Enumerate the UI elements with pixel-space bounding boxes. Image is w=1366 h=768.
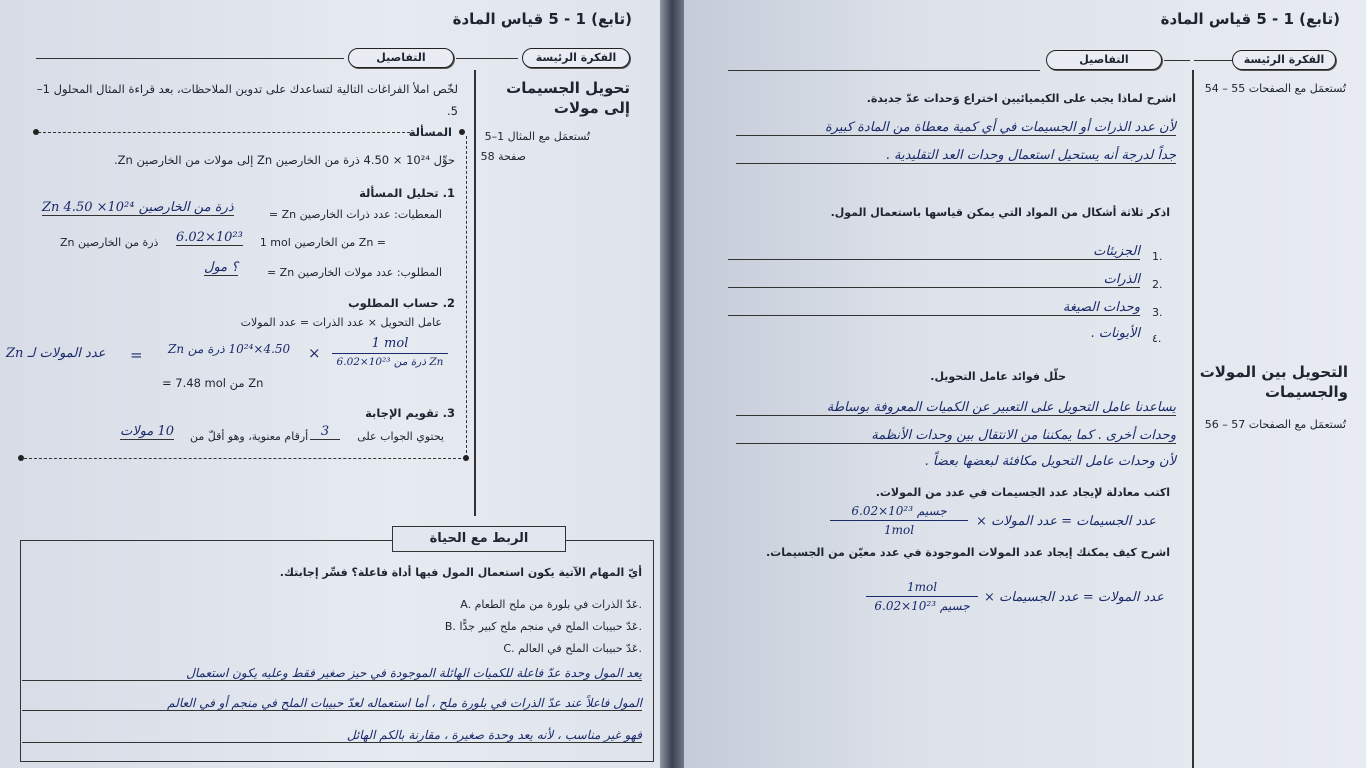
- life-question: أيّ المهام الآتية يكون استعمال المول فيها أداة فاعلة؟ فسِّر إجابتك.: [279, 566, 642, 579]
- evaluate-text-a: يحتوي الجواب على: [357, 430, 444, 443]
- side-title: تحويل الجسيمات إلى مولات: [506, 79, 630, 117]
- page-header: (تابع) 1 - 5 قياس المادة: [1160, 10, 1340, 28]
- column-divider: [1192, 70, 1194, 768]
- divider: [1164, 60, 1190, 61]
- fraction-top: 1 mol: [371, 336, 409, 351]
- answer-3-line-1: يساعدنا عامل التحويل على التعبير عن الكميات المعروفة بوساطة: [736, 400, 1176, 416]
- dashed-border: [38, 132, 410, 133]
- problem-text: حوِّل 10²⁴ × 4.50 ذرة من الخارصين Zn إلى مولات من الخارصين Zn.: [113, 153, 455, 167]
- fraction-bottom: 6.02×10²³ ذرة من Zn: [336, 356, 444, 368]
- dashed-border: [466, 136, 467, 458]
- book-gutter: [660, 0, 684, 768]
- life-answer-line-1: يعد المول وحدة عدّ فاعلة للكميات الهائلة الموجودة في حيز صغير فقط وعليه يكون استعمال: [22, 666, 642, 681]
- life-answer-line-3: فهو غير مناسب ، لأنه يعد وحدة صغيرة ، مقارنة بالكم الهائل: [22, 728, 642, 743]
- page-header: (تابع) 1 - 5 قياس المادة: [452, 10, 632, 28]
- left-page: [0, 0, 660, 768]
- equation-1-left: عدد الجسيمات = عدد المولات ×: [976, 514, 1156, 529]
- equation-2-left: عدد المولات = عدد الجسيمات ×: [984, 590, 1164, 605]
- wanted-answer: ؟ مول: [204, 260, 239, 275]
- corner-dot: [463, 455, 469, 461]
- life-answer-line-2: المول فاعلاً عند عدّ الذرات في بلورة ملح ، أما استعماله لعدّ حبيبات الملح في منجم أو في العالم: [22, 696, 642, 711]
- answer-1-line-1: لأن عدد الذرات أو الجسيمات في أي كمية معطاة من المادة كبيرة: [736, 120, 1176, 136]
- result: = 7.48 mol من Zn: [162, 376, 264, 390]
- answer-1-line-2: جداً لدرجة أنه يستحيل استعمال وحدات العد التقليدية .: [736, 148, 1176, 164]
- divider: [456, 58, 518, 59]
- step-2-heading: 2. حساب المطلوب: [348, 296, 455, 310]
- given-2: 1 mol من الخارصين Zn =: [259, 236, 386, 249]
- life-option-a: A. عَدّ الذرات في بلورة من ملح الطعام.: [460, 598, 642, 611]
- corner-dot: [459, 129, 465, 135]
- fraction-top: 6.02×10²³ جسيم: [851, 504, 947, 518]
- list-item-3: وحدات الصيغة: [728, 300, 1140, 316]
- given-2-unit: ذرة من الخارصين Zn: [60, 236, 159, 249]
- fraction-top: 1mol: [906, 580, 938, 594]
- details-label: التفاصيل: [348, 48, 454, 68]
- question-3: حلّل فوائد عامل التحويل.: [930, 370, 1066, 383]
- calc-equals: =: [130, 346, 143, 364]
- list-item-4: الأيونات .: [1090, 326, 1140, 341]
- list-number-3: 3.: [1152, 306, 1163, 319]
- given-1: المعطيات: عدد ذرات الخارصين Zn =: [268, 208, 442, 221]
- fraction-bottom: 6.02×10²³ جسيم: [874, 599, 970, 613]
- given-2-answer: 6.02×10²³: [176, 230, 243, 245]
- details-label: التفاصيل: [1046, 50, 1162, 70]
- list-number-4: ٤.: [1152, 332, 1162, 345]
- right-page: [684, 0, 1366, 768]
- column-divider: [474, 70, 476, 516]
- calc-fraction: [328, 336, 452, 368]
- divider: [728, 70, 1040, 71]
- problem-label: المسألة: [408, 125, 452, 139]
- evaluate-text-b: أرقام معنوية، وهو أقلّ من: [190, 430, 309, 443]
- equation-2-fraction: [860, 580, 984, 613]
- given-1-answer: Zn 4.50 ×10²⁴ ذرة من الخارصين: [42, 200, 234, 215]
- side-reference-top: تُستعمَل مع الصفحات 55 – 54: [1204, 82, 1346, 95]
- calc-times: ×: [308, 344, 321, 362]
- side-reference: تُستعمَل مع المثال 1–5: [484, 130, 590, 143]
- intro-text: لخّص املأ الفراغات التالية لتساعدك على تدوين الملاحظات، بعد قراءة المثال المحلول 1–5.: [36, 82, 458, 118]
- wanted: المطلوب: عدد مولات الخارصين Zn =: [266, 266, 442, 279]
- main-idea-label: الفكرة الرئيسة: [1232, 50, 1336, 70]
- divider: [36, 58, 344, 59]
- life-connection-title: الربط مع الحياة: [392, 526, 566, 552]
- equation-1-fraction: [824, 504, 974, 537]
- divider: [1194, 60, 1234, 61]
- fraction-bottom: 1mol: [883, 523, 915, 537]
- list-number-2: 2.: [1152, 278, 1163, 291]
- side-reference-page: صفحة 58: [480, 150, 526, 163]
- question-1: اشرح لماذا يجب على الكيميائيين اختراع وَحدات عدّ جديدة.: [866, 92, 1176, 105]
- list-item-2: الذرات: [728, 272, 1140, 288]
- answer-3-line-2: وحدات أخرى . كما يمكننا من الانتقال بين وحدات الأنظمة: [736, 428, 1176, 444]
- section-2-reference: تُستعمَل مع الصفحات 57 – 56: [1204, 418, 1346, 431]
- list-item-1: الجزيئات: [728, 244, 1140, 260]
- evaluate-answer-2: 10 مولات: [120, 424, 175, 439]
- list-number-1: 1.: [1152, 250, 1163, 263]
- question-4: اكتب معادلة لإيجاد عدد الجسيمات في عدد من المولات.: [875, 486, 1170, 499]
- life-option-b: B. عَدّ حبيبات الملح في منجم ملح كبير جدًّا.: [444, 620, 642, 633]
- section-2-title: التحويل بين المولات والجسيمات: [1199, 363, 1348, 401]
- step-3-heading: 3. تقويم الإجابة: [365, 406, 455, 420]
- answer-3-line-3: لأن وحدات عامل التحويل مكافئة لبعضها بعضاً .: [924, 454, 1176, 469]
- calc-left: عدد المولات لـ Zn: [6, 346, 106, 361]
- step-1-heading: 1. تحليل المسألة: [359, 186, 455, 200]
- main-idea-label: الفكرة الرئيسة: [522, 48, 630, 68]
- calc-numerator-1: 4.50×10²⁴ ذرة من Zn: [168, 342, 291, 356]
- dashed-border: [24, 458, 466, 459]
- evaluate-answer-1: 3: [310, 424, 340, 440]
- question-5: اشرح كيف يمكنك إيجاد عدد المولات الموجودة في عدد معيّن من الجسيمات.: [766, 546, 1170, 559]
- life-option-c: C. عَدّ حبيبات الملح في العالم.: [503, 642, 642, 655]
- formula: عامل التحويل × عدد الذرات = عدد المولات: [240, 316, 442, 329]
- question-2: اذكر ثلاثة أشكال من المواد التي يمكن قياسها باستعمال المول.: [830, 206, 1170, 219]
